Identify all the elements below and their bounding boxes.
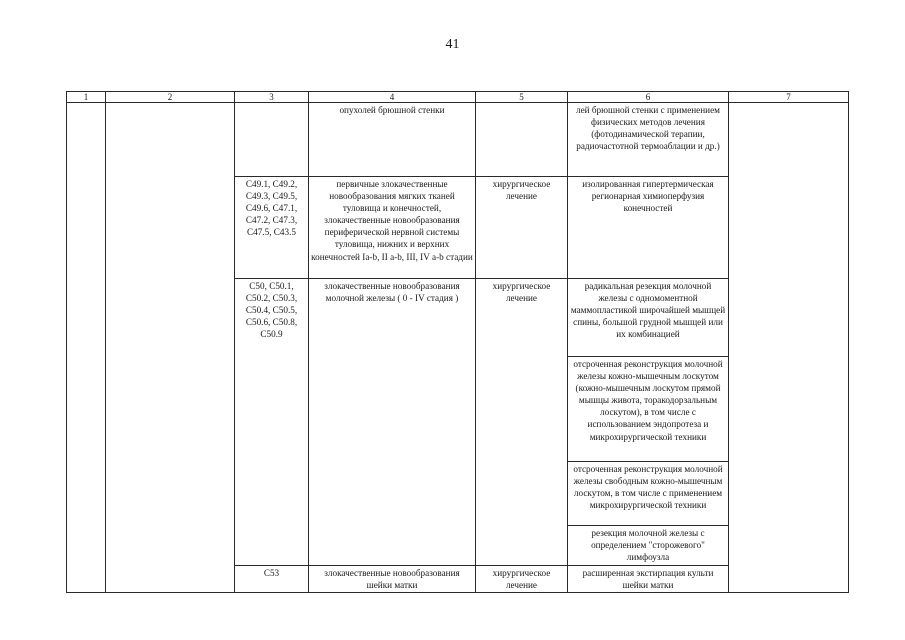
method-cell: радикальная резекция молочной железы с одномоментной маммопластикой широчайшей мышцей спины, большой грудной мышцей или их комбинацией <box>568 279 729 357</box>
treatment-type-cell: хирургическое лечение <box>476 279 568 566</box>
header-cell: 3 <box>235 92 309 103</box>
diagnosis-codes-cell: C49.1, C49.2, C49.3, C49.5, C49.6, C47.1, C47.2, C47.3, C47.5, C43.5 <box>235 177 309 279</box>
method-cell: расширенная экстирпация культи шейки матки <box>568 566 729 593</box>
condition-cell: злокачественные новообразования шейки матки <box>309 566 476 593</box>
header-cell: 6 <box>568 92 729 103</box>
method-cell: резекция молочной железы с определением "сторожевого" лимфоузла <box>568 526 729 566</box>
procedures-table <box>66 91 849 593</box>
condition-cell: злокачественные новообразования молочной железы ( 0 - IV стадия ) <box>309 279 476 566</box>
method-cell: лей брюшной стенки с применением физических методов лечения (фотодинамической терапии, радиочастотной термоаблации и др.) <box>568 103 729 177</box>
treatment-type-cell: хирургическое лечение <box>476 566 568 593</box>
diagnosis-codes-cell: C53 <box>235 566 309 593</box>
condition-cell: опухолей брюшной стенки <box>309 103 476 177</box>
header-cell: 1 <box>67 92 106 103</box>
method-cell: отсроченная реконструкция молочной железы свободным кожно-мышечным лоскутом, в том числе с применением микрохирургической техники <box>568 462 729 526</box>
col7-cell <box>729 103 849 593</box>
col2-cell <box>106 103 235 593</box>
header-cell: 7 <box>729 92 849 103</box>
diagnosis-codes-cell: C50, C50.1, C50.2, C50.3, C50.4, C50.5, C50.6, C50.8, C50.9 <box>235 279 309 566</box>
header-cell: 2 <box>106 92 235 103</box>
method-cell: отсроченная реконструкция молочной железы кожно-мышечным лоскутом (кожно-мышечным лоскутом прямой мышцы живота, торакодорзальным лоскутом), в том числе с использованием эндопротеза и микрохирургической техники <box>568 357 729 462</box>
condition-cell: первичные злокачественные новообразования мягких тканей туловища и конечностей, злокачественные новообразования периферической нервной системы туловища, нижних и верхних конечностей Ia-b, II a-b, III, IV a-b стадии <box>309 177 476 279</box>
col1-cell <box>67 103 106 593</box>
treatment-type-cell: хирургическое лечение <box>476 177 568 279</box>
treatment-type-cell <box>476 103 568 177</box>
table-header-row <box>67 92 849 103</box>
header-cell: 4 <box>309 92 476 103</box>
page-number: 41 <box>445 37 460 52</box>
table-row <box>67 103 849 177</box>
method-cell: изолированная гипертермическая регионарная химиоперфузия конечностей <box>568 177 729 279</box>
header-cell: 5 <box>476 92 568 103</box>
diagnosis-codes-cell <box>235 103 309 177</box>
